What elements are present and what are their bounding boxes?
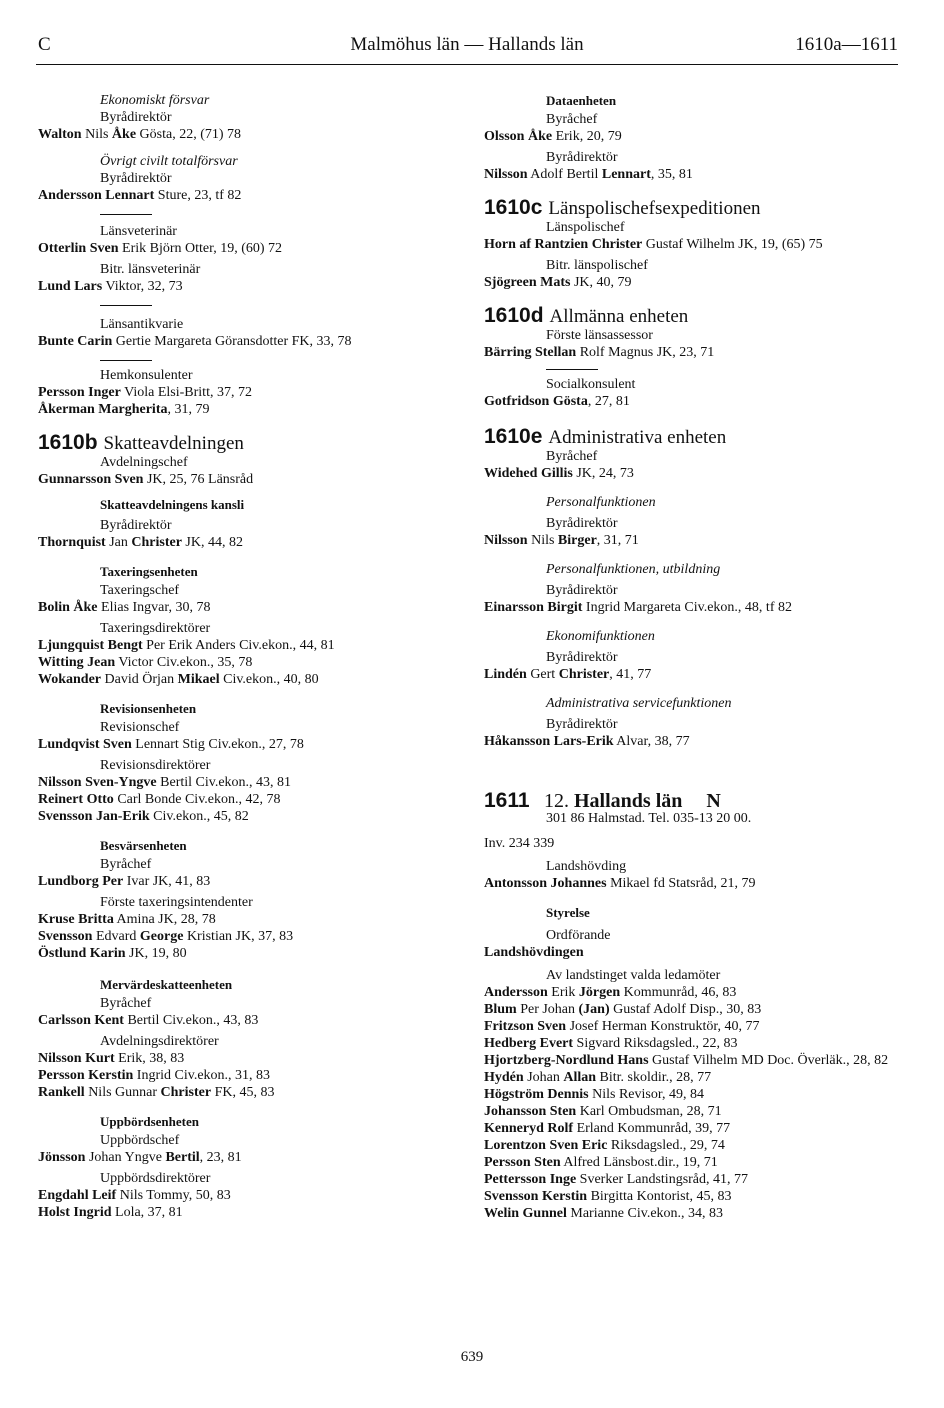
position-title: Byråchef <box>100 996 152 1011</box>
section-title: Länspolischefsexpeditionen <box>548 198 761 219</box>
subsection-label: Personalfunktionen <box>546 495 656 510</box>
position-title: Avdelningschef <box>100 455 188 470</box>
person-entry: Bolin Åke Elias Ingvar, 30, 78 <box>38 600 211 615</box>
person-entry: Rankell Nils Gunnar Christer FK, 45, 83 <box>38 1085 275 1100</box>
position-title: Förste taxeringsintendenter <box>100 895 253 910</box>
person-entry: Thornquist Jan Christer JK, 44, 82 <box>38 535 243 550</box>
person-entry: Svensson Kerstin Birgitta Kontorist, 45, 83 <box>484 1189 732 1204</box>
position-title: Taxeringschef <box>100 583 180 598</box>
person-entry: Lundborg Per Ivar JK, 41, 83 <box>38 874 211 889</box>
person-entry: Svensson Jan-Erik Civ.ekon., 45, 82 <box>38 809 249 824</box>
person-entry: Walton Nils Åke Gösta, 22, (71) 78 <box>38 127 242 142</box>
person-entry: Welin Gunnel Marianne Civ.ekon., 34, 83 <box>484 1206 724 1221</box>
person-entry: Einarsson Birgit Ingrid Margareta Civ.ekon., 48, tf 82 <box>484 600 792 615</box>
person-entry: Åkerman Margherita, 31, 79 <box>38 402 210 417</box>
section-number: 1611 <box>484 789 530 812</box>
position-title: Hemkonsulenter <box>100 368 193 383</box>
unit-heading: Uppbördsenheten <box>100 1114 199 1129</box>
person-entry: Hydén Johan Allan Bitr. skoldir., 28, 77 <box>484 1070 712 1085</box>
section-title: Skatteavdelningen <box>103 433 244 454</box>
person-entry: Lorentzon Sven Eric Riksdagsled., 29, 74 <box>484 1138 725 1153</box>
person-entry: Andersson Lennart Sture, 23, tf 82 <box>38 188 242 203</box>
section-number: 1610d <box>484 304 544 327</box>
unit-heading: Revisionsenheten <box>100 701 197 716</box>
person-entry: Svensson Edvard George Kristian JK, 37, 83 <box>38 929 294 944</box>
person-entry: Persson Kerstin Ingrid Civ.ekon., 31, 83 <box>38 1068 271 1083</box>
unit-heading: Besvärsenheten <box>100 838 187 853</box>
section-heading-1610c <box>484 196 904 219</box>
position-title: Byrådirektör <box>546 650 618 665</box>
person-entry: Lindén Gert Christer, 41, 77 <box>484 667 652 682</box>
header-section-letter: C <box>38 34 51 55</box>
subsection-label: Ekonomifunktionen <box>546 629 655 644</box>
header-title: Malmöhus län — Hallands län <box>350 34 584 55</box>
person-entry: Blum Per Johan (Jan) Gustaf Adolf Disp., 30, 83 <box>484 1002 762 1017</box>
person-entry: Carlsson Kent Bertil Civ.ekon., 43, 83 <box>38 1013 259 1028</box>
position-title: Byråchef <box>546 449 598 464</box>
person-entry: Kruse Britta Amina JK, 28, 78 <box>38 912 216 927</box>
person-entry: Gotfridson Gösta, 27, 81 <box>484 394 630 409</box>
person-entry: Holst Ingrid Lola, 37, 81 <box>38 1205 183 1220</box>
person-entry: Widehed Gillis JK, 24, 73 <box>484 466 634 481</box>
person-entry: Högström Dennis Nils Revisor, 49, 84 <box>484 1087 704 1102</box>
section-heading-1610b <box>38 431 458 454</box>
position-title: Taxeringsdirektörer <box>100 621 211 636</box>
person-entry: Sjögreen Mats JK, 40, 79 <box>484 275 632 290</box>
person-entry: Horn af Rantzien Christer Gustaf Wilhelm JK, 19, (65) 75 <box>484 237 823 252</box>
person-entry: Nilsson Kurt Erik, 38, 83 <box>38 1051 185 1066</box>
unit-heading: Dataenheten <box>546 93 617 108</box>
address: 301 86 Halmstad. Tel. 035-13 20 00. <box>546 811 752 826</box>
position-title: Uppbördschef <box>100 1133 180 1148</box>
person-entry: Hedberg Evert Sigvard Riksdagsled., 22, 83 <box>484 1036 738 1051</box>
header-rule <box>36 64 898 65</box>
person-entry: Fritzson Sven Josef Herman Konstruktör, 40, 77 <box>484 1019 760 1034</box>
person-entry: Nilsson Nils Birger, 31, 71 <box>484 533 639 548</box>
section-heading-1610d <box>484 304 904 327</box>
position-title: Socialkonsulent <box>546 377 636 392</box>
section-title: Allmänna enheten <box>549 306 689 327</box>
unit-heading: Taxeringsenheten <box>100 564 198 579</box>
person-entry: Pettersson Inge Sverker Landstingsråd, 41, 77 <box>484 1172 749 1187</box>
position-title: Länspolischef <box>546 220 625 235</box>
person-entry: Olsson Åke Erik, 20, 79 <box>484 129 622 144</box>
position-title: Byrådirektör <box>546 717 618 732</box>
subsection-label: Personalfunktionen, utbildning <box>546 562 721 577</box>
person-entry: Otterlin Sven Erik Björn Otter, 19, (60) 72 <box>38 241 283 256</box>
position-title: Ordförande <box>546 928 611 943</box>
section-number: 1610c <box>484 196 543 219</box>
person-entry: Ljungquist Bengt Per Erik Anders Civ.ekon., 44, 81 <box>38 638 335 653</box>
person-entry: Persson Sten Alfred Länsbost.dir., 19, 71 <box>484 1155 718 1170</box>
person-entry: Nilsson Sven-Yngve Bertil Civ.ekon., 43, 81 <box>38 775 292 790</box>
person-entry: Hjortzberg-Nordlund Hans Gustaf Vilhelm MD Doc. Överläk., 28, 82 <box>484 1053 889 1068</box>
position-title: Bitr. länsveterinär <box>100 262 201 277</box>
position-title: Byrådirektör <box>100 110 172 125</box>
inhabitants: Inv. 234 339 <box>484 836 555 851</box>
position-title: Förste länsassessor <box>546 328 653 343</box>
person-entry: Bunte Carin Gertie Margareta Göransdotter FK, 33, 78 <box>38 334 352 349</box>
position-title: Byrådirektör <box>546 150 618 165</box>
position-title: Uppbördsdirektörer <box>100 1171 211 1186</box>
person-entry: Lundqvist Sven Lennart Stig Civ.ekon., 27, 78 <box>38 737 304 752</box>
person-entry: Bärring Stellan Rolf Magnus JK, 23, 71 <box>484 345 715 360</box>
section-number: 1610e <box>484 425 543 448</box>
section-heading-1611 <box>484 789 904 812</box>
person-entry: Persson Inger Viola Elsi-Britt, 37, 72 <box>38 385 252 400</box>
position-title: Landshövding <box>546 859 627 874</box>
position-title: Av landstinget valda ledamöter <box>546 968 721 983</box>
county-name: Hallands län <box>574 790 683 812</box>
person-entry: Antonsson Johannes Mikael fd Statsråd, 21, 79 <box>484 876 756 891</box>
person-entry: Johansson Sten Karl Ombudsman, 28, 71 <box>484 1104 722 1119</box>
county-number: 12. <box>544 790 569 812</box>
position-title: Revisionschef <box>100 720 180 735</box>
subsection-label: Administrativa servicefunktionen <box>546 696 732 711</box>
section-number: 1610b <box>38 431 98 454</box>
person-entry: Lund Lars Viktor, 32, 73 <box>38 279 183 294</box>
unit-heading: Skatteavdelningens kansli <box>100 497 245 512</box>
position-title: Byråchef <box>546 112 598 127</box>
position-title: Avdelningsdirektörer <box>100 1034 219 1049</box>
position-title: Länsantikvarie <box>100 317 184 332</box>
person-entry: Wokander David Örjan Mikael Civ.ekon., 40, 80 <box>38 672 319 687</box>
position-title: Revisionsdirektörer <box>100 758 211 773</box>
subsection-label: Övrigt civilt totalförsvar <box>100 154 238 169</box>
person-entry: Gunnarsson Sven JK, 25, 76 Länsråd <box>38 472 254 487</box>
section-heading-1610e <box>484 425 904 448</box>
person-entry: Witting Jean Victor Civ.ekon., 35, 78 <box>38 655 253 670</box>
position-title: Bitr. länspolischef <box>546 258 648 273</box>
person-entry: Östlund Karin JK, 19, 80 <box>38 946 187 961</box>
person-entry: Kenneryd Rolf Erland Kommunråd, 39, 77 <box>484 1121 731 1136</box>
position-title: Byrådirektör <box>100 518 172 533</box>
position-title: Byråchef <box>100 857 152 872</box>
left-column <box>38 92 458 1221</box>
page-header <box>36 28 898 62</box>
position-title: Byrådirektör <box>100 171 172 186</box>
subsection-label: Ekonomiskt försvar <box>100 93 210 108</box>
county-code: N <box>706 790 721 812</box>
person-entry: Andersson Erik Jörgen Kommunråd, 46, 83 <box>484 985 737 1000</box>
person-entry: Håkansson Lars-Erik Alvar, 38, 77 <box>484 734 690 749</box>
person-entry: Jönsson Johan Yngve Bertil, 23, 81 <box>38 1150 242 1165</box>
person-entry: Reinert Otto Carl Bonde Civ.ekon., 42, 78 <box>38 792 281 807</box>
position-title: Länsveterinär <box>100 224 177 239</box>
header-page-range: 1610a—1611 <box>795 34 898 55</box>
position-title: Byrådirektör <box>546 516 618 531</box>
person-entry: Nilsson Adolf Bertil Lennart, 35, 81 <box>484 167 693 182</box>
unit-heading: Styrelse <box>546 905 590 920</box>
page-number: 639 <box>460 1349 484 1365</box>
position-title: Byrådirektör <box>546 583 618 598</box>
section-title: Administrativa enheten <box>548 427 727 448</box>
person-entry: Landshövdingen <box>484 945 584 960</box>
person-entry: Engdahl Leif Nils Tommy, 50, 83 <box>38 1188 231 1203</box>
unit-heading: Mervärdeskatteenheten <box>100 977 233 992</box>
right-column <box>484 92 904 1222</box>
